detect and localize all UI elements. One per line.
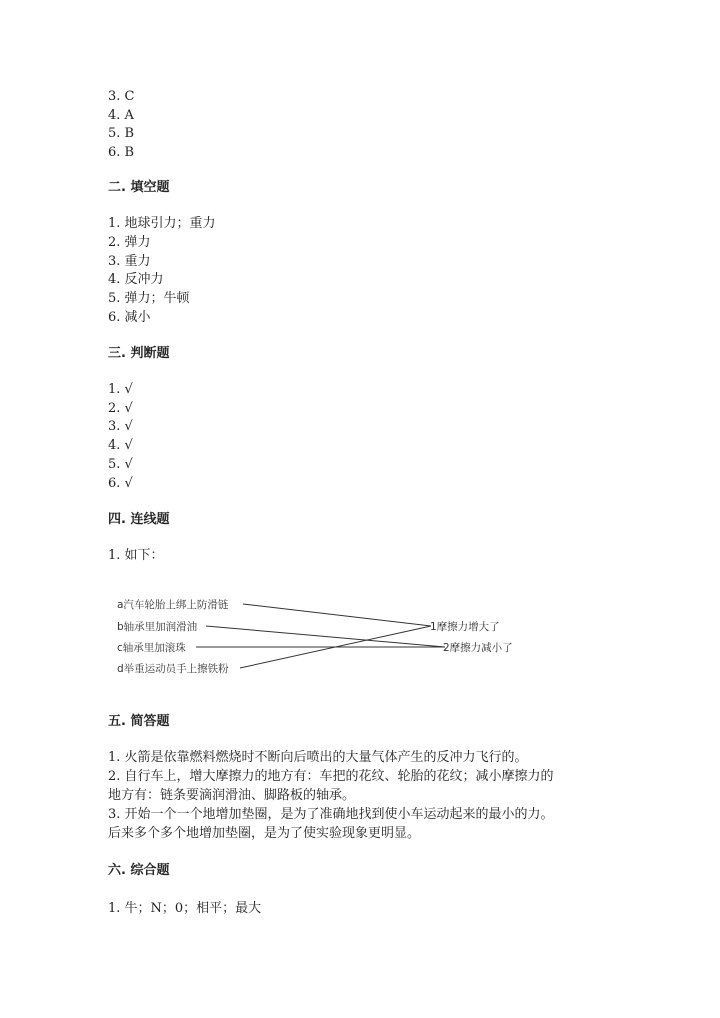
answer-line: 3. 重力 <box>108 254 151 269</box>
right-item-2: 2摩擦力减小了 <box>443 642 513 654</box>
section-heading-comp: 六. 综合题 <box>108 863 170 878</box>
match-intro: 1. 如下： <box>108 548 164 563</box>
answer-line: 3. C <box>108 89 135 104</box>
left-item-b: b轴承里加润滑油 <box>117 621 198 633</box>
answer-line: 6. B <box>108 145 135 160</box>
answer-line: 6. 减小 <box>108 310 151 325</box>
answer-line: 2. 自行车上，增大摩擦力的地方有：车把的花纹、轮胎的花纹；减小摩擦力的 <box>108 769 554 784</box>
answer-line: 后来多个多个地增加垫圈，是为了使实验现象更明显。 <box>108 826 421 841</box>
answer-line: 1. 牛；N；0；相平；最大 <box>108 901 262 916</box>
link-a-1 <box>243 604 431 626</box>
answer-line: 3. 开始一个一个地增加垫圈，是为了准确地找到使小车运动起来的最小的力。 <box>108 807 554 822</box>
answer-line: 2. 弹力 <box>108 235 151 250</box>
left-item-a: a汽车轮胎上绑上防滑链 <box>117 599 229 611</box>
left-item-d: d举重运动员手上擦铁粉 <box>117 663 229 675</box>
section-heading-judge: 三. 判断题 <box>108 346 170 361</box>
answer-line: 1. √ <box>108 382 133 397</box>
answer-line: 5. B <box>108 126 135 141</box>
answer-line: 5. 弹力；牛顿 <box>108 291 190 306</box>
answer-line: 1. 地球引力；重力 <box>108 216 216 231</box>
answer-line: 4. 反冲力 <box>108 272 164 287</box>
answer-line: 3. √ <box>108 419 133 434</box>
section-heading-fill: 二. 填空题 <box>108 180 170 195</box>
link-b-2 <box>206 626 445 647</box>
answer-line: 5. √ <box>108 457 133 472</box>
right-item-1: 1摩擦力增大了 <box>430 621 500 633</box>
left-item-c: c轴承里加滚珠 <box>117 642 186 654</box>
answer-line: 1. 火箭是依靠燃料燃烧时不断向后喷出的大量气体产生的反冲力飞行的。 <box>108 750 528 765</box>
answer-line: 2. √ <box>108 401 133 416</box>
answer-line: 4. A <box>108 108 134 123</box>
answer-line: 4. √ <box>108 438 133 453</box>
answer-line: 6. √ <box>108 476 133 491</box>
section-heading-short: 五. 简答题 <box>108 714 170 729</box>
section-heading-match: 四. 连线题 <box>108 512 170 527</box>
answer-line: 地方有：链条要滴润滑油、脚路板的轴承。 <box>108 788 356 803</box>
